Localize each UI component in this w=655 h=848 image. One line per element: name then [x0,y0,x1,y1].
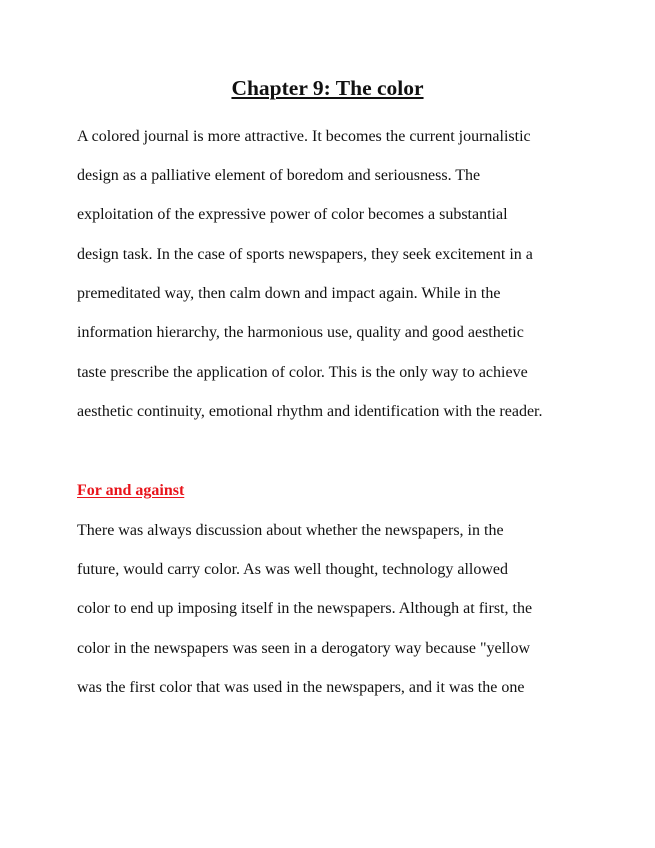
paragraph-line: exploitation of the expressive power of color becomes a substantial [77,206,508,223]
paragraph-line: information hierarchy, the harmonious use, quality and good aesthetic [77,324,524,341]
paragraph-line: taste prescribe the application of color. This is the only way to achieve [77,364,528,381]
paragraph-line: aesthetic continuity, emotional rhythm and identification with the reader. [77,403,543,420]
paragraph-line: A colored journal is more attractive. It becomes the current journalistic [77,128,531,145]
section-heading: For and against [77,482,185,499]
paragraph-line: premeditated way, then calm down and impact again. While in the [77,285,501,302]
paragraph-line: design task. In the case of sports newspapers, they seek excitement in a [77,246,533,263]
paragraph-line: future, would carry color. As was well thought, technology allowed [77,561,509,578]
paragraph-line: There was always discussion about whether the newspapers, in the [77,522,504,539]
paragraph-line: color in the newspapers was seen in a derogatory way because "yellow [77,640,531,657]
paragraph-line: design as a palliative element of boredom and seriousness. The [77,167,481,184]
paragraph-line: was the first color that was used in the newspapers, and it was the one [77,679,525,696]
paragraph-line: color to end up imposing itself in the newspapers. Although at first, the [77,600,533,617]
chapter-title: Chapter 9: The color [231,76,424,100]
